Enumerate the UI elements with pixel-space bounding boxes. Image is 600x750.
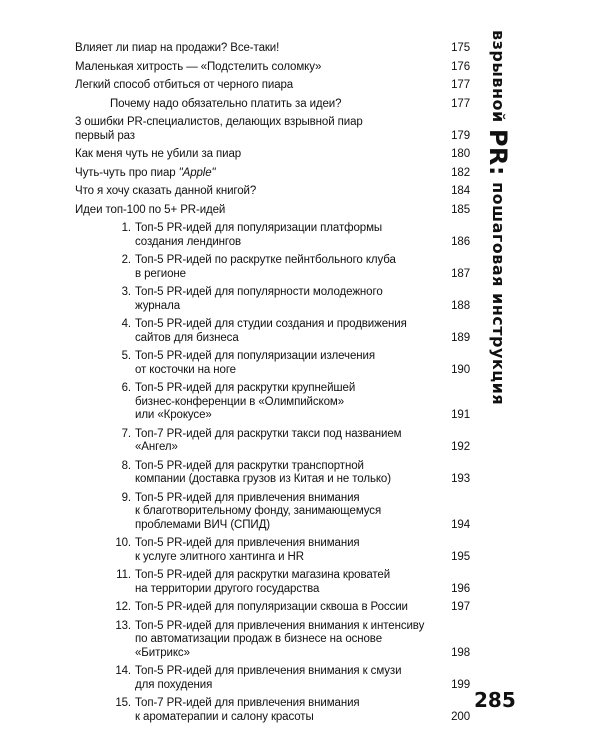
- idea-entry-line2: создания лендингов: [135, 235, 242, 248]
- toc-entry: [75, 79, 470, 93]
- idea-entry-line2: компании (доставка грузов из Китая и не только): [135, 473, 391, 485]
- idea-entry: [75, 350, 470, 377]
- idea-entry-line2: к ароматерапии и салону красоты: [135, 710, 314, 723]
- idea-title: Топ-5 PR-идей для популяризации излечения: [135, 350, 375, 362]
- book-title-part2: PR:: [484, 128, 512, 176]
- idea-entry-line2: «Ангел»: [135, 441, 178, 453]
- idea-entry-page: 193: [451, 473, 470, 485]
- idea-entry-page: 195: [451, 550, 470, 563]
- idea-entry: [75, 382, 470, 423]
- idea-title: Топ-5 PR-идей для привлечения внимания: [135, 537, 360, 549]
- idea-entry-line2: сайтов для бизнеса: [135, 331, 239, 344]
- idea-title: Топ-7 PR-идей для раскрутки такси под названием: [135, 427, 402, 440]
- idea-entry-line2: от косточки на ноге: [135, 363, 236, 376]
- idea-title: Топ-5 PR-идей для популяризации платформы: [135, 222, 383, 234]
- idea-title: Топ-5 PR-идей для раскрутки магазина кроватей: [135, 569, 391, 581]
- idea-entry-line1: [75, 318, 470, 332]
- idea-number: 4.: [121, 318, 131, 330]
- toc-entry: [75, 185, 470, 199]
- toc-entry-title: Как меня чуть не убили за пиар: [75, 148, 242, 160]
- toc-entry-page: 177: [451, 79, 470, 91]
- idea-number: 7.: [121, 427, 131, 440]
- idea-entry-line1: [75, 492, 470, 506]
- toc-entry-page: 179: [451, 129, 470, 142]
- ideas-list: [75, 222, 470, 724]
- idea-number: 12.: [115, 601, 131, 613]
- toc-entry: [75, 61, 470, 75]
- idea-entry: [75, 569, 470, 596]
- idea-number: 8.: [121, 459, 131, 472]
- idea-entry-line1: [75, 350, 470, 364]
- toc-entry-page: 180: [451, 148, 470, 160]
- idea-entry-line2: бизнес-конференции в «Олимпийском»: [135, 395, 344, 408]
- idea-entry-line3: проблемами ВИЧ (СПИД): [135, 518, 271, 531]
- idea-number: 15.: [115, 697, 131, 709]
- toc-entry-page: 182: [451, 166, 470, 179]
- idea-entry-line1: [75, 537, 470, 551]
- idea-entry: [75, 537, 470, 564]
- idea-entry: [75, 665, 470, 692]
- idea-entry: [75, 428, 470, 455]
- idea-entry-line1: [75, 697, 470, 711]
- idea-entry-line1: [75, 569, 470, 583]
- idea-entry-line2: в регионе: [135, 267, 186, 280]
- idea-title: Топ-5 PR-идей по раскрутке пейнтбольного клуба: [135, 254, 396, 266]
- idea-entry: [75, 286, 470, 313]
- toc-entry: [75, 204, 470, 218]
- toc-entry-page: 185: [451, 203, 470, 216]
- idea-entry-page: 194: [451, 518, 470, 531]
- idea-entry: [75, 601, 470, 615]
- table-of-contents: [75, 42, 470, 724]
- running-head: [472, 30, 512, 690]
- idea-entry-line1: [75, 428, 470, 442]
- toc-entry-title: Почему надо обязательно платить за идеи?: [110, 97, 342, 110]
- idea-title: Топ-5 PR-идей для привлечения внимания к смузи: [135, 665, 402, 677]
- idea-entry-page: 199: [451, 678, 470, 691]
- idea-entry-line2: к услуге элитного хантинга и HR: [135, 550, 304, 563]
- idea-entry-page: 200: [451, 710, 470, 723]
- idea-entry-line1: [75, 665, 470, 679]
- idea-entry-page: 189: [451, 331, 470, 344]
- toc-entry-title: Что я хочу сказать данной книгой?: [75, 185, 257, 197]
- idea-entry-line2: к благотворительному фонду, занимающемуся: [135, 505, 382, 517]
- idea-title: Топ-5 PR-идей для раскрутки транспортной: [135, 459, 364, 472]
- idea-entry-page: 186: [451, 235, 470, 248]
- toc-entry: [75, 167, 470, 181]
- idea-entry-page: 197: [451, 601, 470, 613]
- toc-entry-title: Маленькая хитрость — «Подстелить соломку»: [75, 60, 322, 73]
- toc-entry: [75, 98, 470, 112]
- idea-entry: [75, 222, 470, 249]
- idea-entry-page: 192: [451, 441, 470, 453]
- book-title: [484, 30, 512, 405]
- idea-title: Топ-5 PR-идей для привлечения внимания: [135, 491, 360, 504]
- idea-entry: [75, 697, 470, 724]
- idea-number: 1.: [121, 222, 131, 234]
- idea-number: 14.: [115, 665, 131, 677]
- toc-entry-title-line1: 3 ошибки PR-специалистов, делающих взрывной пиар: [75, 116, 363, 128]
- idea-title: Топ-5 PR-идей для популярности молодежного: [135, 286, 383, 298]
- idea-entry: [75, 254, 470, 281]
- toc-entry: [75, 148, 470, 162]
- idea-entry: [75, 460, 470, 487]
- idea-entry-line2: журнала: [135, 299, 180, 312]
- idea-title: Топ-5 PR-идей для привлечения внимания к интенсиву: [135, 619, 425, 632]
- toc-entry: [75, 116, 470, 143]
- toc-entry-title-prefix: Чуть-чуть про пиар: [75, 166, 179, 179]
- toc-entry-page: 176: [451, 60, 470, 73]
- idea-entry-line3: или «Крокусе»: [135, 409, 212, 421]
- idea-number: 10.: [115, 537, 131, 549]
- toc-entry-title: [75, 167, 470, 181]
- idea-title: Топ-5 PR-идей для популяризации сквоша в России: [135, 601, 408, 613]
- idea-title: Топ-7 PR-идей для привлечения внимания: [135, 697, 360, 709]
- idea-entry-line2: на территории другого государства: [135, 582, 320, 595]
- idea-entry-line1: [75, 460, 470, 474]
- book-title-part1: взрывной: [489, 30, 508, 123]
- idea-entry-line1: [75, 222, 470, 236]
- idea-title: Топ-5 PR-идей для раскрутки крупнейшей: [135, 382, 356, 394]
- toc-entry-title: Идеи топ-100 по 5+ PR-идей: [75, 203, 226, 216]
- page-number: 285: [474, 688, 516, 712]
- idea-entry-line1: [75, 601, 470, 615]
- idea-entry-page: 198: [451, 646, 470, 659]
- idea-entry-page: 191: [451, 409, 470, 421]
- idea-number: 5.: [121, 350, 131, 362]
- toc-entry-title: Легкий способ отбиться от черного пиара: [75, 79, 294, 91]
- idea-entry-line1: [75, 620, 470, 634]
- idea-number: 6.: [121, 382, 131, 394]
- idea-number: 11.: [116, 569, 131, 581]
- idea-title: Топ-5 PR-идей для студии создания и продвижения: [135, 318, 407, 330]
- toc-entry-title-line2: первый раз: [75, 129, 135, 142]
- idea-number: 2.: [121, 254, 131, 266]
- idea-entry-page: 187: [451, 267, 470, 280]
- idea-entry-line1: [75, 286, 470, 300]
- idea-entry-line3: «Битрикс»: [135, 646, 190, 659]
- toc-entry-page: 177: [451, 97, 470, 110]
- idea-entry: [75, 492, 470, 533]
- idea-number: 9.: [121, 491, 131, 504]
- idea-entry: [75, 318, 470, 345]
- toc-entry-page: 184: [451, 185, 470, 197]
- toc-entry-title: Влияет ли пиар на продажи? Все-таки!: [75, 42, 280, 54]
- idea-entry-line1: [75, 254, 470, 268]
- idea-entry: [75, 620, 470, 661]
- toc-entry: [75, 42, 470, 56]
- idea-entry-line1: [75, 382, 470, 396]
- idea-entry-page: 196: [451, 582, 470, 595]
- idea-entry-page: 188: [451, 299, 470, 312]
- toc-entry-page: 175: [451, 42, 470, 54]
- idea-number: 13.: [115, 619, 131, 632]
- book-title-part3: пошаговая инструкция: [489, 182, 508, 406]
- idea-number: 3.: [121, 286, 131, 298]
- idea-entry-line2: для похудения: [135, 678, 213, 691]
- idea-entry-page: 190: [451, 363, 470, 376]
- idea-entry-line2: по автоматизации продаж в бизнесе на основе: [135, 633, 382, 645]
- toc-entry-title-italic: "Apple": [178, 166, 216, 179]
